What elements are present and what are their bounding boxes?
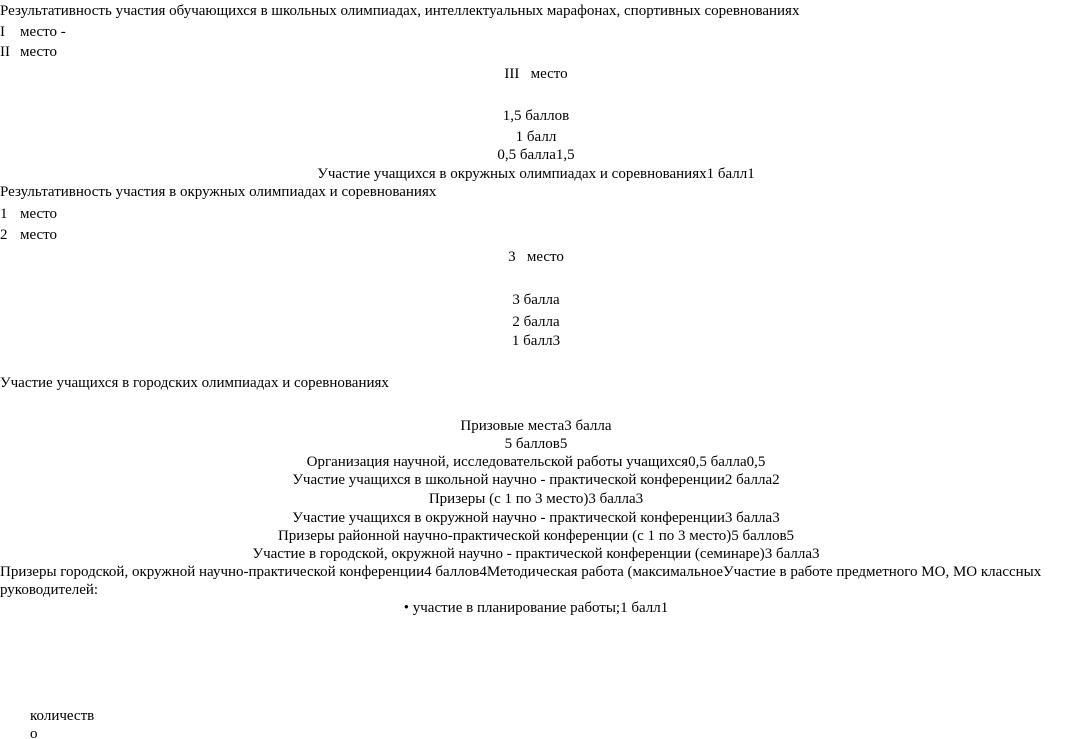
score-1: 1 балл (515, 129, 557, 145)
section2-title: Результативность участия в окружных олимпиадах и соревнованиях (0, 184, 437, 200)
prize-places: Призовые места3 балла (460, 418, 612, 434)
city-prizes-methodical: Призеры городской, окружной научно-практической конференции4 баллов4Методическая работа (максимальноеУчастие в работе предметного МО, МО классных руководителей: (0, 564, 1042, 598)
district-place-1 (0, 205, 57, 223)
place-1-text: место - (20, 24, 66, 40)
prizes-1-3: Призеры (с 1 по 3 место)3 балла3 (428, 491, 644, 507)
d-score-1: 1 балл3 (511, 333, 561, 349)
d-place-2-num: 2 (0, 227, 8, 243)
district-place-2 (0, 226, 57, 244)
d-score-3: 3 балла (512, 292, 560, 308)
d-score-2: 2 балла (512, 314, 560, 330)
district-place-3 (0, 248, 1072, 266)
score-1-5: 1,5 баллов (502, 108, 570, 124)
regional-prizes: Призеры районной научно-практической конференции (с 1 по 3 место)5 баллов5 (277, 528, 795, 544)
school-conference: Участие учащихся в школьной научно - практической конференции2 балла2 (292, 472, 780, 488)
district-participation: Участие учащихся в окружных олимпиадах и соревнованиях1 балл1 (317, 166, 755, 182)
place-2-roman: II (0, 44, 10, 60)
place-3-text: место (530, 66, 568, 82)
score-0-5: 0,5 балла1,5 (497, 147, 575, 163)
place-1-roman: I (0, 24, 5, 40)
d-place-3-text: место (526, 249, 564, 265)
city-participation: Участие учащихся в городских олимпиадах и соревнованиях (0, 375, 389, 391)
school-place-2 (0, 43, 57, 61)
district-conference: Участие учащихся в окружной научно - практической конференции3 балла3 (292, 510, 780, 526)
research-org: Организация научной, исследовательской работы учащихся0,5 балла0,5 (306, 454, 766, 470)
section1-title: Результативность участия обучающихся в школьных олимпиадах, интеллектуальных марафонах, спортивных соревнованиях (0, 3, 800, 19)
school-place-3 (0, 65, 1072, 83)
d-place-1-num: 1 (0, 206, 8, 222)
place-2-text: место (20, 44, 58, 60)
d-place-2-text: место (20, 227, 58, 243)
planning-item: • участие в планирование работы;1 балл1 (403, 600, 669, 616)
city-seminar: Участие в городской, окружной научно - практической конференции (семинаре)3 балла3 (252, 546, 820, 562)
place-3-roman: III (504, 66, 520, 82)
d-place-3-num: 3 (508, 249, 516, 265)
school-place-1 (0, 23, 66, 41)
score-5: 5 баллов5 (504, 436, 568, 452)
d-place-1-text: место (20, 206, 58, 222)
quantity-label: количество (30, 708, 95, 739)
